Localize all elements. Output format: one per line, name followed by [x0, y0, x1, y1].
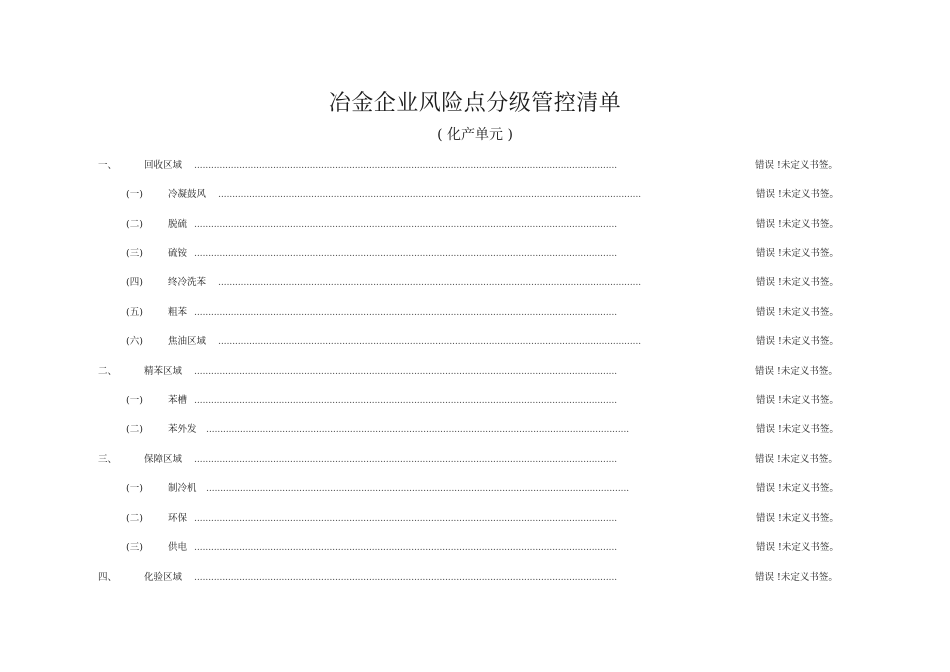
- toc-leader-dots: ......................................................................................................................................................: [194, 395, 617, 406]
- toc-label: 保障区域: [144, 454, 183, 465]
- toc-number: (一): [126, 189, 143, 200]
- toc-entry[interactable]: [126, 188, 856, 202]
- toc-entry[interactable]: [98, 453, 858, 467]
- toc-number: 四、: [98, 572, 118, 583]
- toc-number: (五): [126, 307, 143, 318]
- toc-leader-dots: ......................................................................................................................................................: [194, 513, 617, 524]
- toc-entry[interactable]: [98, 571, 858, 585]
- toc-entry[interactable]: [126, 306, 856, 320]
- toc-label: 环保: [168, 513, 188, 524]
- toc-entry[interactable]: [126, 482, 856, 496]
- toc-label: 苯槽: [168, 395, 188, 406]
- toc-page-ref: 错误 !未定义书签。: [756, 395, 839, 406]
- toc-entry[interactable]: [126, 541, 856, 555]
- toc-page-ref: 错误 !未定义书签。: [756, 248, 839, 259]
- toc-page-ref: 错误 !未定义书签。: [756, 277, 839, 288]
- toc-label: 焦油区域: [168, 336, 207, 347]
- toc-leader-dots: ......................................................................................................................................................: [194, 307, 617, 318]
- document-subtitle: ( 化产单元 ): [437, 127, 513, 143]
- toc-label: 终冷洗苯: [168, 277, 207, 288]
- toc-number: 三、: [98, 454, 118, 465]
- toc-entry[interactable]: [126, 247, 856, 261]
- toc-leader-dots: ......................................................................................................................................................: [194, 572, 617, 583]
- toc-leader-dots: ......................................................................................................................................................: [218, 277, 641, 288]
- document-title: 冶金企业风险点分级管控清单: [328, 91, 622, 116]
- toc-leader-dots: ......................................................................................................................................................: [194, 219, 617, 230]
- toc-label: 硫铵: [168, 248, 188, 259]
- toc-entry[interactable]: [126, 512, 856, 526]
- toc-leader-dots: ......................................................................................................................................................: [206, 424, 629, 435]
- toc-leader-dots: ......................................................................................................................................................: [194, 248, 617, 259]
- toc-entry[interactable]: [98, 365, 858, 379]
- toc-entry[interactable]: [126, 335, 856, 349]
- toc-page-ref: 错误 !未定义书签。: [755, 160, 838, 171]
- toc-label: 脱硫: [168, 219, 188, 230]
- toc-page-ref: 错误 !未定义书签。: [756, 513, 839, 524]
- toc-entry[interactable]: [98, 159, 858, 173]
- toc-label: 供电: [168, 542, 188, 553]
- toc-label: 制冷机: [168, 483, 197, 494]
- toc-page-ref: 错误 !未定义书签。: [755, 366, 838, 377]
- toc-number: 一、: [98, 160, 118, 171]
- toc-number: (四): [126, 277, 143, 288]
- toc-leader-dots: ......................................................................................................................................................: [194, 366, 617, 377]
- toc-number: (三): [126, 248, 143, 259]
- toc-leader-dots: ......................................................................................................................................................: [218, 336, 641, 347]
- toc-number: (二): [126, 219, 143, 230]
- toc-label: 回收区域: [144, 160, 183, 171]
- toc-leader-dots: ......................................................................................................................................................: [194, 454, 617, 465]
- toc-leader-dots: ......................................................................................................................................................: [194, 160, 617, 171]
- toc-page-ref: 错误 !未定义书签。: [756, 189, 839, 200]
- toc-page-ref: 错误 !未定义书签。: [756, 542, 839, 553]
- toc-number: (三): [126, 542, 143, 553]
- toc-label: 精苯区域: [144, 366, 183, 377]
- toc-number: (二): [126, 513, 143, 524]
- toc-number: (二): [126, 424, 143, 435]
- toc-label: 冷凝鼓风: [168, 189, 207, 200]
- toc-page-ref: 错误 !未定义书签。: [756, 219, 839, 230]
- toc-number: (六): [126, 336, 143, 347]
- toc-leader-dots: ......................................................................................................................................................: [218, 189, 641, 200]
- toc-page-ref: 错误 !未定义书签。: [756, 424, 839, 435]
- toc-page-ref: 错误 !未定义书签。: [756, 307, 839, 318]
- toc-number: 二、: [98, 366, 118, 377]
- toc-number: (一): [126, 395, 143, 406]
- toc-page-ref: 错误 !未定义书签。: [755, 572, 838, 583]
- toc-entry[interactable]: [126, 218, 856, 232]
- toc-page-ref: 错误 !未定义书签。: [756, 336, 839, 347]
- toc-entry[interactable]: [126, 394, 856, 408]
- toc-leader-dots: ......................................................................................................................................................: [194, 542, 617, 553]
- toc-number: (一): [126, 483, 143, 494]
- toc-label: 化验区域: [144, 572, 183, 583]
- toc-page-ref: 错误 !未定义书签。: [756, 483, 839, 494]
- toc-entry[interactable]: [126, 423, 856, 437]
- toc-leader-dots: ......................................................................................................................................................: [206, 483, 629, 494]
- toc-page-ref: 错误 !未定义书签。: [755, 454, 838, 465]
- toc-entry[interactable]: [126, 276, 856, 290]
- toc-label: 苯外发: [168, 424, 197, 435]
- toc-label: 粗苯: [168, 307, 188, 318]
